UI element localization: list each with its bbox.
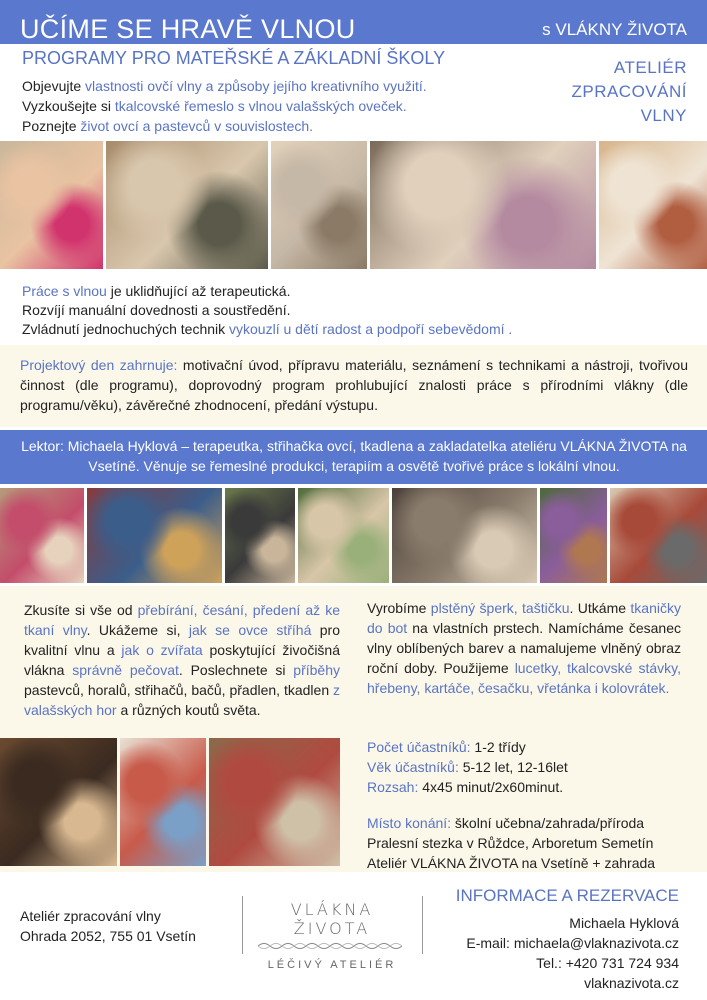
- photo-child-weaving: [610, 488, 707, 583]
- project-day-text: Projektový den zahrnuje: motivační úvod, přípravu materiálu, seznámení s technikami a nástroji, tvořivou činnost (dle programu), doprovodný program prohlubující znalosti práce s přírodními vlákny (dle programu/věku), závěrečné zhodnocení, předání výstupu.: [20, 357, 688, 413]
- photo-sheep-shearing: [225, 488, 295, 583]
- body-text: Zkusíte si vše od: [24, 602, 138, 618]
- body-text: pastevců, horalů, střihačů, bačů, přadlen, tkadlen: [24, 682, 333, 698]
- program-details: [367, 737, 568, 797]
- footer-address: Ateliér zpracování vlny Ohrada 2052, 755 01 Vsetín: [20, 908, 196, 944]
- photo-wool-circle-looms: [271, 141, 367, 269]
- benefits-text: Práce s vlnou je uklidňující až terapeutická. Rozvíjí manuální dovednosti a soustředění. Zvládnutí jednochuchých technik vykouzlí u dětí radost a podpoří sebevědomí .: [22, 283, 513, 337]
- contact-info: [466, 913, 679, 993]
- highlight-text: z valašských hor: [24, 682, 340, 718]
- contact-web[interactable]: vlaknazivota.cz: [584, 975, 679, 991]
- photo-outdoor-loom: [298, 488, 389, 583]
- highlight-text: tkaničky do bot: [367, 600, 681, 636]
- wave-ornament-icon: [256, 941, 408, 951]
- footer-divider: [242, 896, 243, 954]
- activities-text: [24, 600, 340, 720]
- top-photo-row: [0, 141, 707, 269]
- brand-logo: VLÁKNA ŽIVOTA LÉČIVÝ ATELIÉR: [256, 900, 408, 971]
- photo-atelier-looms: [209, 738, 340, 866]
- body-text: a různých koutů světa.: [116, 702, 261, 718]
- venue-details: Místo konání: školní učebna/zahrada/příroda Pralesní stezka v Růždce, Arboretum Semetín Ateliér VLÁKNA ŽIVOTA na Vsetíně + zahrada: [367, 815, 656, 871]
- photo-children-carding: [370, 141, 596, 269]
- photo-shearing-closeup: [392, 488, 537, 583]
- intro-line: Objevujte vlastnosti ovčí vlny a způsoby jejího kreativního využití.: [22, 78, 427, 94]
- photo-lector-spinning-wheel: [0, 738, 117, 866]
- detail-duration: Rozsah: 4x45 minut/2x60minut.: [367, 779, 564, 795]
- photo-woven-samples: [120, 738, 206, 866]
- detail-count: Počet účastníků: 1-2 třídy: [367, 739, 526, 755]
- body-text: . Poslechnete si: [178, 662, 294, 678]
- body-text: . Ukážeme si,: [86, 622, 189, 638]
- footer-divider: [422, 896, 423, 954]
- header-subtitle: s VLÁKNY ŽIVOTA: [542, 20, 687, 39]
- highlight-text: lucetky, tkalcovské stávky, hřebeny, kartáče, česačku, vřetánka i kolovrátek.: [367, 660, 681, 696]
- contact-email[interactable]: E-mail: michaela@vlaknazivota.cz: [466, 935, 679, 951]
- photo-spinning-wheel-girl: [540, 488, 607, 583]
- contact-title: INFORMACE A REZERVACE: [455, 886, 679, 905]
- photo-girl-weaving: [0, 141, 103, 269]
- highlight-text: plstěný šperk, taštičku: [430, 600, 570, 616]
- bottom-photo-row: [0, 738, 340, 866]
- contact-phone[interactable]: Tel.: +420 731 724 934: [536, 955, 679, 971]
- body-text: na vlastních prstech. Namícháme česanec vlny oblíbených barev a namalujeme vlněný obraz roční doby. Použijeme: [367, 620, 681, 676]
- highlight-text: správně pečovat: [72, 662, 179, 678]
- intro-text: [22, 76, 427, 136]
- body-text: pro kvalitní vlnu a: [24, 622, 340, 658]
- programs-title: PROGRAMY PRO MATEŘSKÉ A ZÁKLADNÍ ŠKOLY: [22, 48, 446, 68]
- detail-age: Věk účastníků: 5-12 let, 12-16let: [367, 759, 568, 775]
- atelier-label: ATELIÉR ZPRACOVÁNÍ VLNY: [571, 58, 687, 125]
- intro-line: Vyzkoušejte si tkalcovské řemeslo s vlnou valašských oveček.: [22, 98, 407, 114]
- crafts-text: [367, 598, 681, 698]
- highlight-text: jak o zvířata: [121, 642, 203, 658]
- body-text: Vyrobíme: [367, 600, 431, 616]
- photo-small-loom: [599, 141, 707, 269]
- highlight-text: příběhy: [293, 662, 340, 678]
- body-text: . Utkáme: [569, 600, 631, 616]
- photo-colorful-wool: [87, 488, 222, 583]
- highlight-text: přebírání, česání, předení až ke tkaní vlny: [24, 602, 340, 638]
- middle-photo-row: [0, 488, 707, 583]
- contact-name: Michaela Hyklová: [569, 915, 679, 931]
- intro-line: Poznejte život ovcí a pastevců v souvislostech.: [22, 118, 314, 134]
- lector-text: Lektor: Michaela Hyklová – terapeutka, střihačka ovcí, tkadlena a zakladatelka ateliéru VLÁKNA ŽIVOTA na Vsetíně. Věnuje se řemeslné produkci, terapiím a osvětě tvořivé práce s lokální vlnou.: [21, 438, 687, 474]
- highlight-text: jak se ovce stříhá: [188, 622, 312, 638]
- page-title: UČÍME SE HRAVĚ VLNOU: [20, 14, 356, 44]
- photo-kids-wool-table: [0, 488, 84, 583]
- body-text: poskytující živočišná vlákna: [24, 642, 340, 678]
- photo-kids-at-table: [106, 141, 268, 269]
